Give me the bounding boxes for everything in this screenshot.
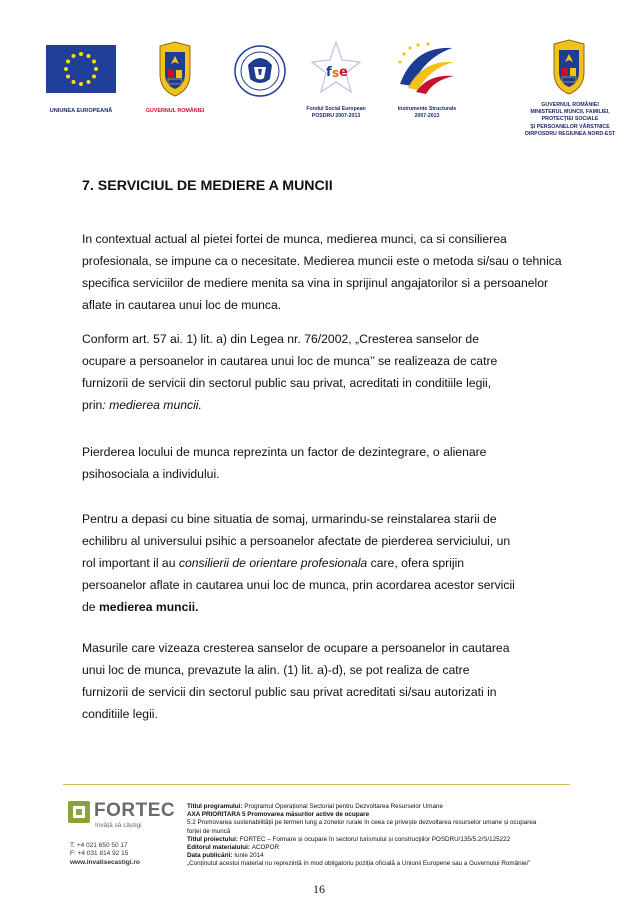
- fse-caption-line: POSDRU 2007-2013: [311, 113, 361, 119]
- info-value: ACOPOR: [251, 844, 280, 852]
- footer-contact: [70, 842, 140, 867]
- paragraph-1: [82, 228, 602, 316]
- romania-coat-of-arms-icon: [154, 40, 196, 98]
- info-line: [187, 852, 587, 860]
- text-line: profesionala, se impune ca o necesitate. Medierea muncii este o metoda si/sau o tehnica: [82, 254, 562, 268]
- ministry-caption-line: MINISTERUL MUNCII, FAMILIEI,: [530, 109, 610, 116]
- paragraph-2: [82, 328, 602, 416]
- ministry-caption-line: GUVERNUL ROMÂNIEI: [541, 102, 599, 108]
- text-line: aflate in cautarea unui loc de munca.: [82, 298, 282, 312]
- info-value: FORTEC – Formare și ocupare în sectorul turismului și construcțiilor POSDRU/135/5.2/S/125222: [239, 835, 511, 843]
- eu-flag-icon: [46, 45, 116, 93]
- text-line: echilibru al universului psihic a persoanelor afectate de pierderea serviciului, un: [82, 534, 511, 548]
- italic-emphasis: : medierea muncii.: [102, 398, 202, 412]
- info-value: Programul Operațional Sectorial pentru Dezvoltarea Resurselor Umane: [244, 803, 444, 810]
- section-heading: 7. SERVICIUL DE MEDIERE A MUNCII: [82, 178, 333, 194]
- svg-text:s: s: [332, 66, 340, 80]
- footer-project-info: [187, 803, 587, 869]
- instrumente-structurale-icon: [394, 40, 458, 102]
- info-line: [187, 819, 587, 827]
- info-line: [187, 836, 587, 844]
- footer-divider: [63, 784, 570, 785]
- instrumente-caption-line: Instrumente Structurale: [397, 106, 457, 112]
- bold-emphasis: medierea muncii.: [98, 600, 199, 614]
- instrumente-caption: [384, 106, 470, 120]
- text-fragment: rol important il au: [82, 556, 179, 570]
- fse-caption-line: Fondul Social European: [306, 106, 366, 112]
- info-label: Editorul materialului:: [187, 844, 252, 852]
- text-line: furnizorii de servicii din sectorul public sau privat acreditati si/sau autorizati in: [82, 685, 497, 699]
- text-line: In contextual actual al pietei fortei de munca, medierea munci, ca si consilierea: [82, 232, 507, 246]
- text-line: persoanelor aflate in cautarea unui loc de munca, prin acordarea acestor servicii: [82, 578, 515, 592]
- text-line: specifica serviciilor de mediere menita sa vina in sprijinul angajatorilor si a persoanelor: [82, 276, 549, 290]
- contact-fax: F: +4 031 814 92 15: [70, 850, 129, 858]
- info-value: 5.2 Promovarea sustenabilității pe termen lung a zonelor rurale în ceea ce privește dezvoltarea resurselor umane și ocuparea: [187, 819, 537, 827]
- text-line: [82, 596, 602, 618]
- ministry-caption-line: OIRPOSDRU REGIUNEA NORD-EST: [524, 130, 616, 137]
- fse-star-icon: [311, 40, 361, 100]
- contact-phone: T: +4 021 650 50 17: [70, 842, 128, 849]
- fse-caption: [296, 106, 376, 120]
- ministry-caption-line: ȘI PERSOANELOR VÂRSTNICE: [530, 123, 610, 130]
- text-line: [82, 552, 602, 574]
- ministry-caption: [516, 102, 624, 138]
- page-number: 16: [313, 882, 325, 896]
- text-line: Pentru a depasi cu bine situatia de somaj, urmarindu-se reinstalarea starii de: [82, 512, 497, 526]
- info-value: forței de muncă: [187, 827, 231, 835]
- info-line: [187, 811, 587, 819]
- guvern-caption: GUVERNUL ROMÂNIEI: [145, 108, 205, 114]
- info-label: Data publicării:: [187, 852, 235, 860]
- text-line: [82, 394, 602, 416]
- instrumente-caption-line: 2007-2013: [414, 113, 440, 119]
- fortec-mark-icon: [68, 801, 90, 823]
- text-line: Conform art. 57 ai. 1) lit. a) din Legea nr. 76/2002, „Cresterea sanselor de: [82, 332, 479, 346]
- italic-emphasis: consilierii de orientare profesionala: [178, 556, 368, 570]
- svg-text:f: f: [326, 65, 332, 80]
- text-line: Pierderea locului de munca reprezinta un factor de dezintegrare, o alienare: [82, 445, 487, 459]
- romania-coat-of-arms-icon: [548, 38, 590, 96]
- text-line: psihosociala a individului.: [82, 467, 220, 481]
- info-value: Iunie 2014: [234, 852, 264, 860]
- text-fragment: prin: [82, 398, 103, 412]
- info-line: [187, 828, 587, 836]
- svg-text:e: e: [339, 65, 348, 80]
- ministry-caption-line: PROTECȚIEI SOCIALE: [541, 116, 599, 123]
- fortec-tagline: învăță să câștigi: [95, 822, 142, 829]
- fortec-brand: FORTEC: [94, 800, 176, 821]
- text-line: unui loc de munca, prevazute la alin. (1) lit. a)-d), se pot realiza de catre: [82, 663, 470, 677]
- info-label: Titlul programului:: [187, 803, 245, 810]
- paragraph-3: [82, 441, 602, 485]
- contact-website: www.invatisecastigi.ro: [70, 858, 140, 866]
- info-line: [187, 803, 587, 811]
- paragraph-4: [82, 508, 602, 618]
- text-line: Masurile care vizeaza cresterea sanselor de ocupare a persoanelor in cautarea: [82, 641, 510, 655]
- text-fragment: care, ofera sprijin: [367, 556, 465, 570]
- info-label: Titlul proiectului:: [187, 835, 240, 843]
- eu-caption: UNIUNEA EUROPEANĂ: [49, 108, 113, 114]
- paragraph-5: [82, 637, 602, 725]
- text-line: conditiile legii.: [82, 707, 158, 721]
- info-line: [187, 844, 587, 852]
- info-label: AXA PRIORITARA 5 Promovarea măsurilor active de ocupare: [187, 811, 370, 819]
- text-line: furnizorii de servicii din sectorul public sau privat, acreditati in conditiile legii,: [82, 376, 492, 390]
- text-line: ocupare a persoanelor in cautarea unui loc de munca’’ se realizeaza de catre: [82, 354, 498, 368]
- info-value: „Conținutul acestui material nu reprezintă în mod obligatoriu poziția oficială a Uniunii Europene sau a Guvernului României”: [187, 860, 531, 868]
- ministry-seal-icon: [234, 45, 286, 97]
- info-line: [187, 860, 587, 868]
- text-fragment: de: [82, 600, 99, 614]
